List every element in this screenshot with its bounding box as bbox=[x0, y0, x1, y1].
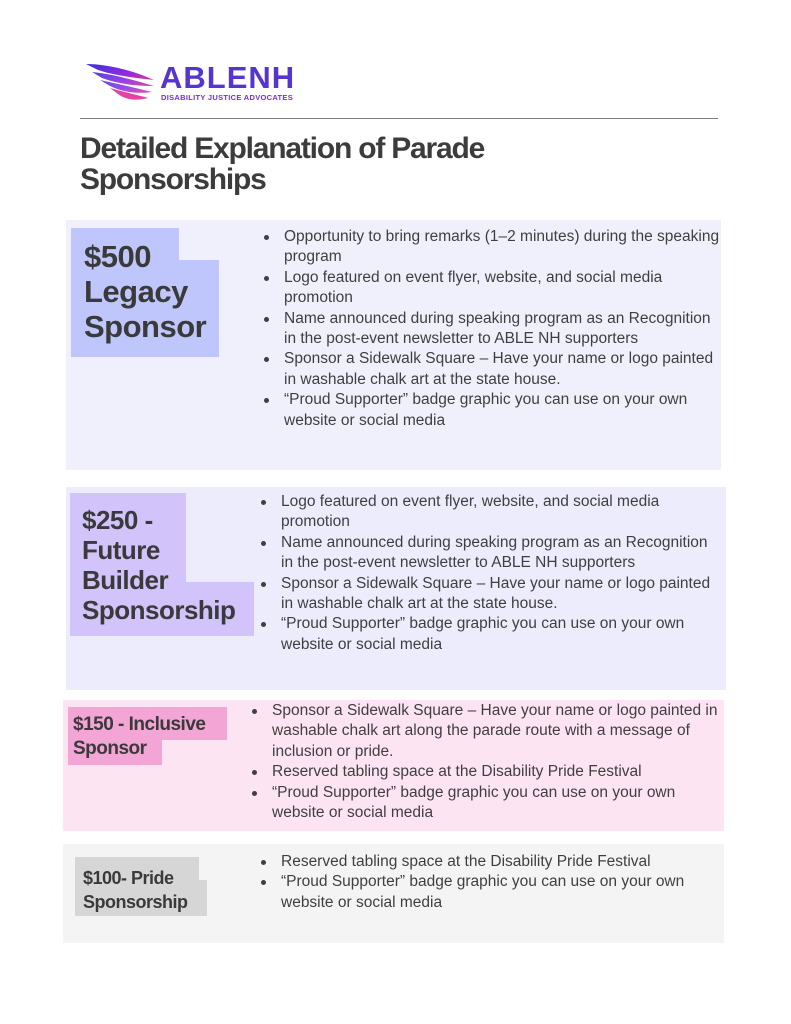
tier-label-line: Legacy bbox=[84, 274, 188, 309]
benefit-item: “Proud Supporter” badge graphic you can use on your own website or social media bbox=[257, 872, 717, 913]
tier-label-line: Sponsor bbox=[84, 309, 207, 344]
tier-label bbox=[82, 505, 235, 625]
logo-wordmark: ABLENH bbox=[160, 60, 296, 95]
tier-label-line: Future bbox=[82, 535, 160, 565]
header-divider bbox=[80, 118, 718, 119]
benefit-item: Sponsor a Sidewalk Square – Have your name or logo painted in washable chalk art at the state house. bbox=[260, 349, 720, 390]
benefit-item: “Proud Supporter” badge graphic you can use on your own website or social media bbox=[248, 783, 718, 824]
tier-label-line: $150 - Inclusive bbox=[73, 714, 206, 735]
benefit-item: Opportunity to bring remarks (1–2 minutes) during the speaking program bbox=[260, 227, 720, 268]
benefit-item: Name announced during speaking program as an Recognition in the post-event newsletter to ABLE NH supporters bbox=[260, 309, 720, 350]
tier-label-line: $250 - bbox=[82, 505, 153, 535]
wing-logo-icon bbox=[84, 58, 158, 104]
benefit-item: Sponsor a Sidewalk Square – Have your name or logo painted in washable chalk art along the parade route with a message of inclusion or pride. bbox=[248, 701, 718, 762]
benefit-item: Name announced during speaking program as an Recognition in the post-event newsletter to ABLE NH supporters bbox=[257, 533, 722, 574]
benefit-item: Logo featured on event flyer, website, and social media promotion bbox=[260, 268, 720, 309]
benefit-list bbox=[260, 227, 720, 431]
benefit-item: Sponsor a Sidewalk Square – Have your name or logo painted in washable chalk art at the state house. bbox=[257, 574, 722, 615]
tier-label-line: Sponsor bbox=[73, 738, 147, 759]
tier-label bbox=[83, 866, 188, 914]
tier-label bbox=[84, 239, 206, 344]
page-title: Detailed Explanation of Parade Sponsorships bbox=[80, 132, 485, 196]
tier-pride-sponsorship bbox=[63, 844, 724, 943]
benefit-item: “Proud Supporter” badge graphic you can use on your own website or social media bbox=[260, 390, 720, 431]
tier-future-builder-sponsorship bbox=[66, 487, 726, 690]
tier-label-line: $500 bbox=[84, 239, 151, 274]
benefit-item: “Proud Supporter” badge graphic you can use on your own website or social media bbox=[257, 614, 722, 655]
benefit-list bbox=[248, 701, 718, 823]
tier-label bbox=[73, 713, 205, 761]
benefit-list bbox=[257, 852, 717, 913]
tier-inclusive-sponsor bbox=[63, 700, 724, 831]
tier-label-line: Sponsorship bbox=[82, 595, 236, 625]
tier-legacy-sponsor bbox=[66, 220, 721, 470]
benefit-item: Logo featured on event flyer, website, and social media promotion bbox=[257, 492, 722, 533]
benefit-list bbox=[257, 492, 722, 655]
benefit-item: Reserved tabling space at the Disability Pride Festival bbox=[257, 852, 717, 872]
tier-label-line: $100- Pride bbox=[83, 868, 174, 888]
logo-tagline: DISABILITY JUSTICE ADVOCATES bbox=[161, 93, 294, 102]
benefit-item: Reserved tabling space at the Disability Pride Festival bbox=[248, 762, 718, 782]
tier-label-line: Sponsorship bbox=[83, 892, 188, 912]
tier-label-line: Builder bbox=[82, 565, 169, 595]
